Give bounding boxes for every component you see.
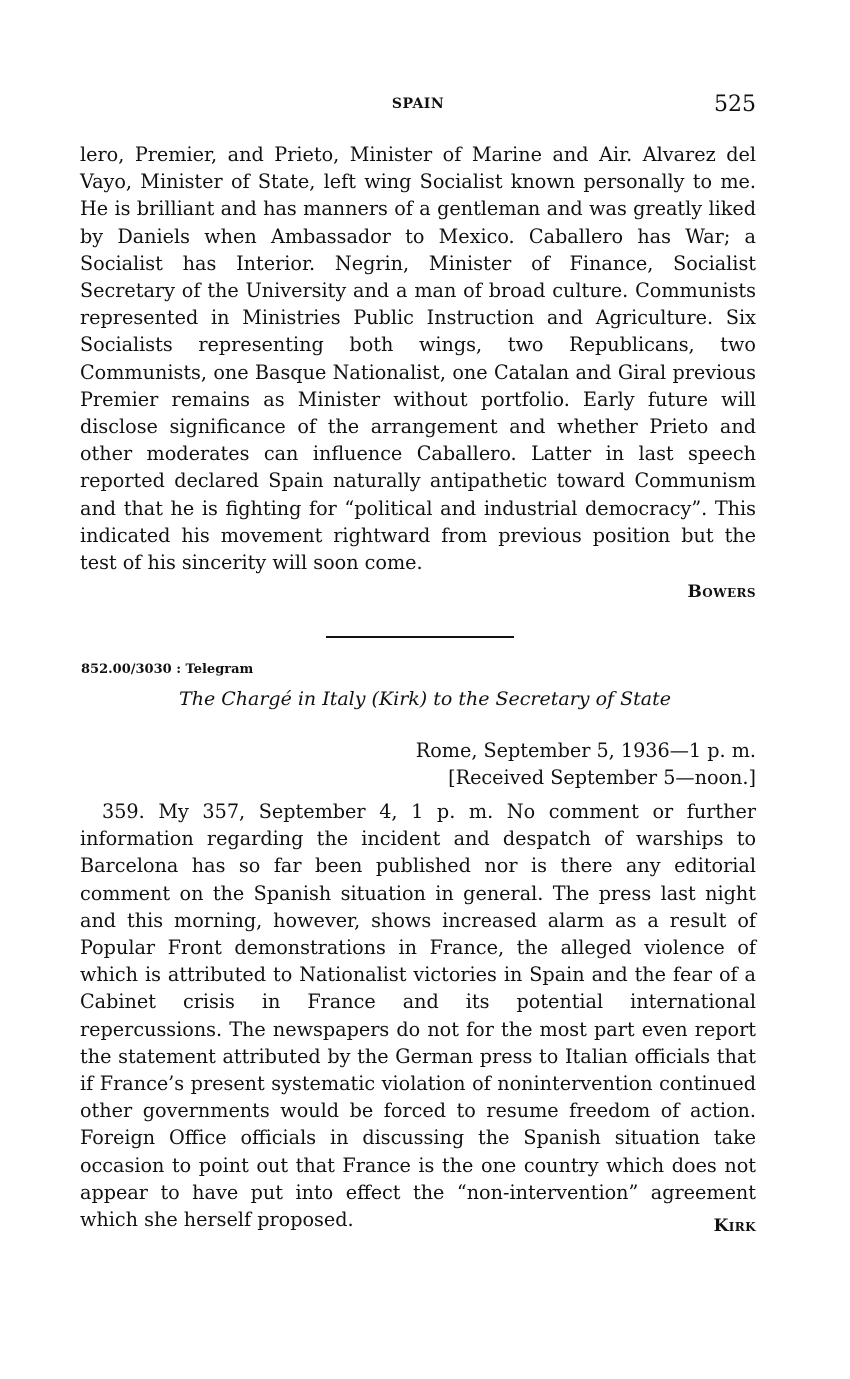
running-head: SPAIN [391,96,445,112]
second-document-body: 359. My 357, September 4, 1 p. m. No comment or further information regarding the incident and despatch of warships to Barcelona has so far been published nor is there any editorial comment on the Spanish situation in general. The press last night and this morning, however, shows increased alarm as a result of Popular Front demonstrations in France, the alleged violence of which is attributed to Nationalist victories in Spain and the fear of a Cabinet crisis in France and its potential international repercussions. The newspapers do not for the most part even report the statement attributed by the German press to Italian officials that if France’s present systematic violation of nonintervention continued other governments would be forced to resume freedom of action. Foreign Office officials in discussing the Spanish situation take occasion to point out that France is the one country which does not appear to have put into effect the “non-intervention” agreement which she herself proposed. [80,800,756,1232]
signature-bowers: Bowers [687,582,756,602]
page-header [80,92,756,124]
page-number: 525 [714,92,756,117]
first-document-body: lero, Premier, and Prieto, Minister of Marine and Air. Alvarez del Vayo, Minister of State, left wing Socialist known personally to me. He is brilliant and has manners of a gentleman and was greatly liked by Daniels when Ambassador to Mexico. Caballero has War; a Socialist has Interior. Negrin, Minister of Finance, Socialist Secretary of the University and a man of broad culture. Communists represented in Ministries Public Instruction and Agriculture. Six Socialists representing both wings, two Republicans, two Communists, one Basque Nationalist, one Catalan and Giral previous Premier remains as Minister without portfolio. Early future will disclose significance of the arrangement and whether Prieto and other moderates can influence Caballero. Latter in last speech reported declared Spain naturally antipathetic toward Communism and that he is fighting for “political and industrial democracy”. This indicated his movement rightward from previous position but the test of his sincerity will soon come. [80,143,756,575]
file-reference: 852.00/3030 : Telegram [81,662,254,677]
received-line: [Received September 5—noon.] [448,766,756,789]
dateline: Rome, September 5, 1936—1 p. m. [415,739,756,762]
section-divider [326,636,514,638]
document-title: The Chargé in Italy (Kirk) to the Secretary of State [179,688,671,710]
signature-kirk: Kirk [713,1216,756,1236]
